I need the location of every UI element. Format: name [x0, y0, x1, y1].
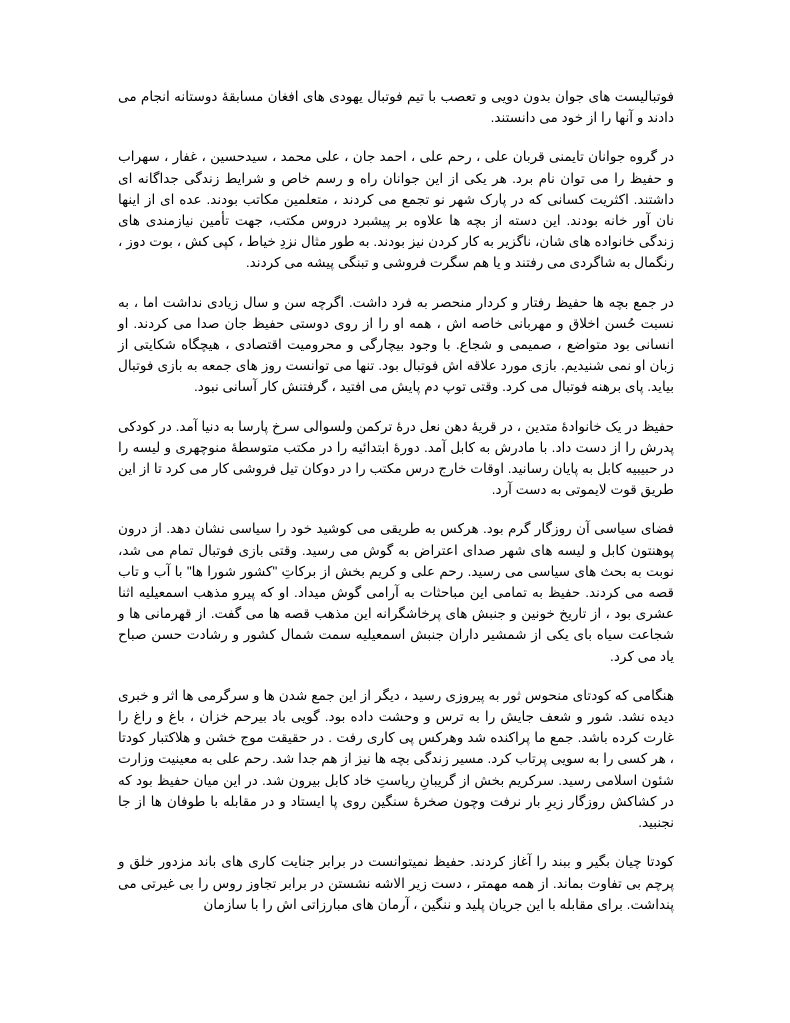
paragraph-2: در گروه جوانان تایمنی قربان علی ، رحم علی ، احمد جان ، علی محمد ، سیدحسین ، غفار ، سهراب و حفیظ را می توان نام برد. هر یکی از این جوانان راه و رسم خاص و شرایط زندگی جداگانه ای داشتند. اکثریت کسانی که در پارک شهر نو تجمع می کردند ، متعلمین مکاتب بودند. عده ای از اینها نان آور خانه بودند. این دسته از بچه ها علاوه بر پیشبرد دروس مکتب، جهت تأمین نیازمندی های زندگی خانواده های شان، ناگزیر به کار کردن نیز بودند. به طور مثال نزدِ خیاط ، کپی کش ، بوت دوز ، رنگمال به شاگردی می رفتند و یا هم سگرت فروشی و تبنگی پیشه می کردند. [118, 149, 674, 271]
paragraph-7: کودتا چیان بگیر و ببند را آغاز کردند. حفیظ نمیتوانست در برابر جنایت کاری های باند مزدور خلق و پرچم بی تفاوت بماند. از همه مهمتر ، دست زیر الاشه نشستن در برابر تجاوز روس را بی غیرتی می پنداشت. برای مقابله با این جریان پلید و ننگین ، آرمان های مبارزاتی اش را با سازمان [118, 854, 674, 912]
paragraph-5: فضای سیاسی آن روزگار گرم بود. هرکس به طریقی می کوشید خود را سیاسی نشان دهد. از درون پوهنتون کابل و لیسه های شهر صدای اعتراض به گوش می رسید. وقتی بازی فوتبال تمام می شد، نوبت به بحث های سیاسی می رسید. رحم علی و کریم بخش از برکاتِ "کشور شورا ها" با آب و تاب قصه می کردند. حفیظ به تمامی این مباحثات به آرامی گوش میداد. او که پیرو مذهب اسمعیلیه اثنا عشری بود ، از تاریخ خونین و جنبش های پرخاشگرانه این مذهب قصه ها می گفت. از قهرمانی ها و شجاعت سیاه بای یکی از شمشیر داران جنبش اسمعیلیه سمت شمال کشور و رشادت حسن صباح یاد می کرد. [118, 521, 674, 664]
paragraph-1: فوتبالیست های جوان بدون دویی و تعصب با تیم فوتبال یهودی های افغان مسابقهٔ دوستانه انجام می دادند و آنها را از خود می دانستند. [118, 89, 674, 126]
paragraph-3: در جمع بچه ها حفیظ رفتار و کردار منحصر به فرد داشت. اگرچه سن و سال زیادی نداشت اما ، به نسبت حُسن اخلاق و مهربانی خاصه اش ، همه او را از روی دوستی حفیظ جان صدا می کردند. او انسانی بود متواضع ، صمیمی و شجاع. با وجود بیچارگی و محرومیت اقتصادی ، هیچگاه شکایتی از زبان او نمی شنیدیم. بازی مورد علاقه اش فوتبال بود. تنها می توانست روز های جمعه به بازی فوتبال بیاید. پای برهنه فوتبال می کرد. وقتی توپ دم پایش می افتید ، گرفتنش کار آسانی نبود. [118, 294, 674, 395]
paragraph-4: حفیظ در یک خانوادهٔ متدین ، در قریهٔ دهن نعل درهٔ ترکمن ولسوالی سرخ پارسا به دنیا آمد. در کودکی پدرش را از دست داد. با مادرش به کابل آمد. دورهٔ ابتدائیه را در مکتب متوسطهٔ منوچهری و لیسه را در حبیبیه کابل به پایان رسانید. اوقات خارج درس مکتب را در دوکان تیل فروشی کار می کرد تا از این طریق قوت لایموتی به دست آرد. [118, 418, 674, 498]
document-page [118, 86, 674, 933]
paragraph-6: هنگامی که کودتای منحوس ثور به پیروزی رسید ، دیگر از این جمع شدن ها و سرگرمی ها اثر و خبری دیده نشد. شور و شعف جایش را به ترس و وحشت داده بود. گویی باد بیرحم خزان ، باغ و راغ را غارت کرده باشد. جمع ما پراکنده شد وهرکس پی کاری رفت . در حقیقت موج خشن و هلاکتبار کودتا ، هر کسی را به سویی پرتاب کرد. مسیر زندگی بچه ها نیز از هم جدا شد. رحم علی به معینیت وزارت شئون اسلامی رسید. سرکریم بخش از گریبانِ ریاستِ خاد کابل بیرون شد. در این میان حفیظ بود که در کشاکش روزگار زیرِ بار نرفت وچون صخرهٔ سنگین روی پا ایستاد و در مقابله با طوفان ها از جا نجنبید. [118, 687, 674, 831]
